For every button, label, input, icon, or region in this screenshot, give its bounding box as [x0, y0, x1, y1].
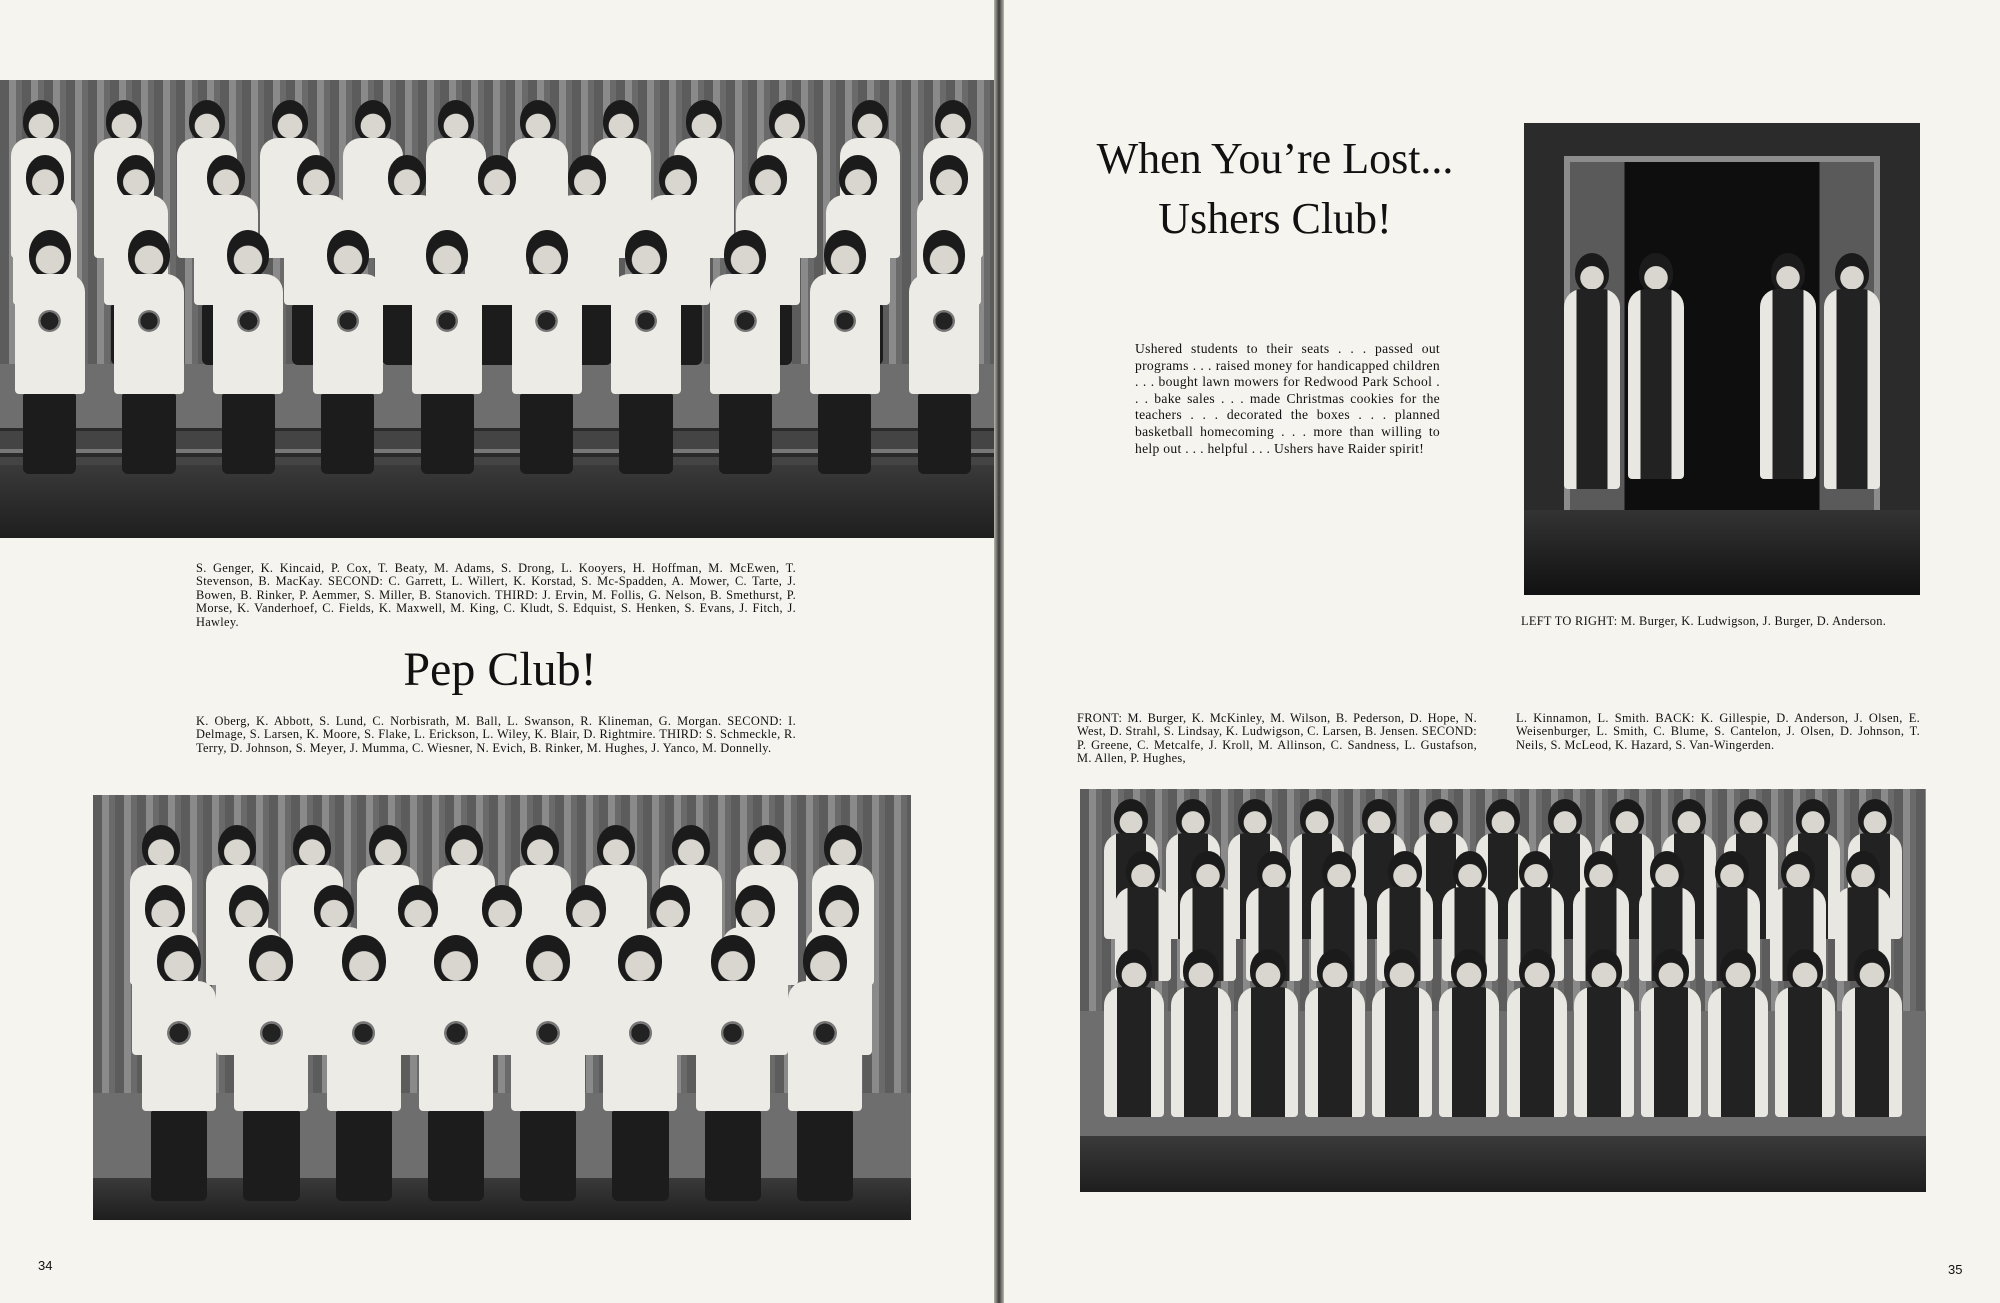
ushers-club-description: Ushered students to their seats . . . passed out programs . . . raised money for handicapped children . . . bought lawn mowers for Redwood Park School . . . bake sales . . . made Christmas cookies for the teachers . . . decorated the boxes . . . planned basketball homecoming . . . more than willing to help out . . . helpful . . . Ushers have Raider spirit!	[1135, 341, 1440, 456]
ushers-door-caption: LEFT TO RIGHT: M. Burger, K. Ludwigson, J. Burger, D. Anderson.	[1521, 614, 1887, 628]
pep-club-bottom-photo	[93, 795, 911, 1220]
ushers-group-photo	[1080, 789, 1926, 1192]
pep-club-title: Pep Club!	[403, 643, 597, 696]
pep-club-top-photo	[0, 80, 994, 538]
ushers-club-title-line-1: When You’re Lost...	[1096, 134, 1454, 183]
book-gutter	[994, 0, 1004, 1303]
pep-club-caption-2: K. Oberg, K. Abbott, S. Lund, C. Norbisrath, M. Ball, L. Swanson, R. Klineman, G. Morgan. SECOND: I. Delmage, S. Larsen, K. Moore, S. Flake, L. Erickson, L. Wiley, K. Blair, D. Rightmire. THIRD: S. Schmeckle, R. Terry, D. Johnson, S. Meyer, J. Mumma, C. Wiesner, N. Evich, B. Rinker, M. Hughes, J. Yanco, M. Donnelly.	[196, 714, 796, 755]
pep-club-caption-1: S. Genger, K. Kincaid, P. Cox, T. Beaty, M. Adams, S. Drong, L. Kooyers, H. Hoffman, M. McEwen, T. Stevenson, B. MacKay. SECOND: C. Garrett, L. Willert, K. Korstad, S. Mc-Spadden, A. Mower, C. Tarte, J. Bowen, B. Rinker, P. Aemmer, S. Miller, B. Stanovich. THIRD: J. Ervin, M. Follis, G. Nelson, B. Smethurst, P. Morse, K. Vanderhoef, C. Fields, K. Maxwell, M. King, C. Kludt, S. Edquist, S. Henken, S. Evans, J. Fitch, J. Hawley.	[196, 561, 796, 629]
page-number-right: 35	[1948, 1262, 1963, 1277]
ushers-door-photo	[1524, 123, 1920, 595]
ushers-club-title-line-2: Ushers Club!	[1158, 194, 1392, 243]
ushers-group-caption-right: L. Kinnamon, L. Smith. BACK: K. Gillespie, D. Anderson, J. Olsen, E. Weisenburger, L. Smith, C. Blume, S. Cantelon, J. Olsen, D. Johnson, T. Neils, S. McLeod, K. Hazard, S. Van-Wingerden.	[1516, 711, 1920, 752]
ushers-group-caption-left: FRONT: M. Burger, K. McKinley, M. Wilson, B. Pederson, D. Hope, N. West, D. Strahl, S. Lindsay, K. Ludwigson, C. Larsen, B. Jensen. SECOND: P. Greene, C. Metcalfe, J. Kroll, M. Allinson, C. Sandness, L. Gustafson, M. Allen, P. Hughes,	[1077, 711, 1477, 766]
right-page	[1004, 0, 2000, 1303]
left-page	[0, 0, 994, 1303]
page-number-left: 34	[38, 1258, 53, 1273]
